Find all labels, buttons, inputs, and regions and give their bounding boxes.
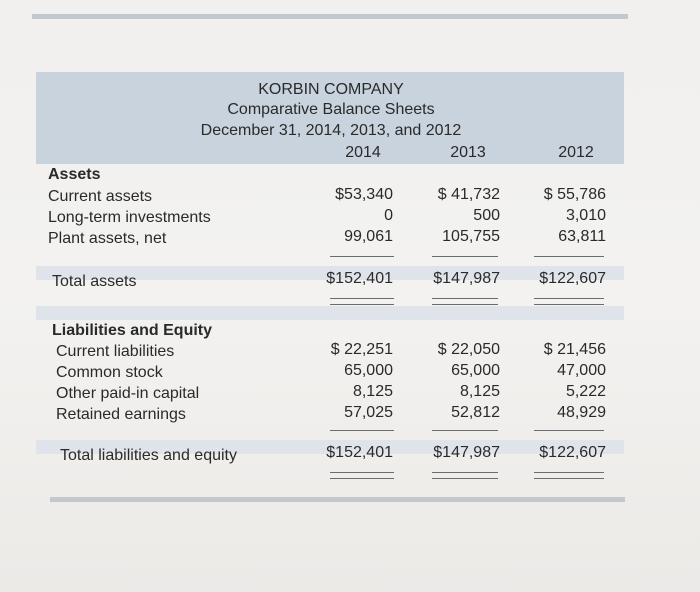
row-label-common-stock: Common stock [56, 364, 163, 381]
total-double-underline [432, 298, 498, 299]
row-label-other-paid-in-capital: Other paid-in capital [56, 385, 200, 402]
cell-current-liabilities-2014: $ 22,251 [330, 341, 393, 358]
statement-period: December 31, 2014, 2013, and 2012 [200, 122, 462, 139]
cell-current-liabilities-2013: $ 22,050 [437, 341, 500, 358]
cell-other-paid-in-capital-2012: 5,222 [565, 383, 606, 400]
cell-other-paid-in-capital-2013: 8,125 [459, 383, 500, 400]
cell-total-liabilities-equity-2014: $152,401 [326, 444, 393, 461]
row-label-current-assets: Current assets [48, 188, 153, 205]
total-double-underline [432, 478, 498, 479]
subtotal-underline [534, 256, 604, 257]
cell-long-term-investments-2013: 500 [473, 207, 500, 224]
total-double-underline [330, 298, 394, 299]
total-double-underline [534, 298, 604, 299]
cell-common-stock-2012: 47,000 [557, 362, 606, 379]
cell-current-liabilities-2012: $ 21,456 [543, 341, 606, 358]
cell-common-stock-2013: 65,000 [451, 362, 500, 379]
row-label-total-liabilities-equity: Total liabilities and equity [60, 447, 237, 464]
cell-current-assets-2012: $ 55,786 [543, 186, 606, 203]
column-header-2013: 2013 [450, 144, 486, 161]
company-name: KORBIN COMPANY [258, 81, 404, 98]
subtotal-underline [432, 430, 498, 431]
cell-long-term-investments-2012: 3,010 [565, 207, 606, 224]
subtotal-underline [330, 430, 394, 431]
row-label-plant-assets: Plant assets, net [48, 230, 167, 247]
cell-other-paid-in-capital-2014: 8,125 [352, 383, 393, 400]
total-double-underline [534, 478, 604, 479]
subtotal-underline [330, 256, 394, 257]
cell-retained-earnings-2014: 57,025 [344, 404, 393, 421]
cell-plant-assets-2014: 99,061 [344, 228, 393, 245]
total-double-underline [330, 478, 394, 479]
total-double-underline [534, 472, 604, 473]
bottom-rule [50, 497, 625, 502]
cell-total-assets-2012: $122,607 [539, 270, 606, 287]
total-double-underline [432, 304, 498, 305]
subtotal-underline [432, 256, 498, 257]
subtotal-underline [534, 430, 604, 431]
cell-plant-assets-2013: 105,755 [442, 228, 500, 245]
total-double-underline [330, 304, 394, 305]
cell-total-assets-2013: $147,987 [433, 270, 500, 287]
total-double-underline [534, 304, 604, 305]
cell-retained-earnings-2012: 48,929 [557, 404, 606, 421]
column-header-2014: 2014 [345, 144, 381, 161]
cell-total-liabilities-equity-2013: $147,987 [433, 444, 500, 461]
total-double-underline [432, 472, 498, 473]
cell-plant-assets-2012: 63,811 [558, 228, 606, 245]
cell-retained-earnings-2013: 52,812 [451, 404, 500, 421]
liabilities-equity-heading: Liabilities and Equity [52, 322, 213, 339]
column-header-2012: 2012 [558, 144, 594, 161]
row-stripe [36, 306, 624, 320]
cell-common-stock-2014: 65,000 [344, 362, 393, 379]
cell-total-liabilities-equity-2012: $122,607 [539, 444, 606, 461]
row-label-retained-earnings: Retained earnings [56, 406, 186, 423]
top-rule [32, 14, 628, 19]
row-label-current-liabilities: Current liabilities [56, 343, 175, 360]
row-label-total-assets: Total assets [52, 273, 137, 290]
total-double-underline [330, 472, 394, 473]
assets-heading: Assets [48, 166, 101, 183]
cell-long-term-investments-2014: 0 [384, 207, 393, 224]
cell-current-assets-2013: $ 41,732 [437, 186, 500, 203]
cell-total-assets-2014: $152,401 [326, 270, 393, 287]
row-label-long-term-investments: Long-term investments [48, 209, 211, 226]
statement-title: Comparative Balance Sheets [227, 101, 435, 118]
cell-current-assets-2014: $53,340 [335, 186, 393, 203]
